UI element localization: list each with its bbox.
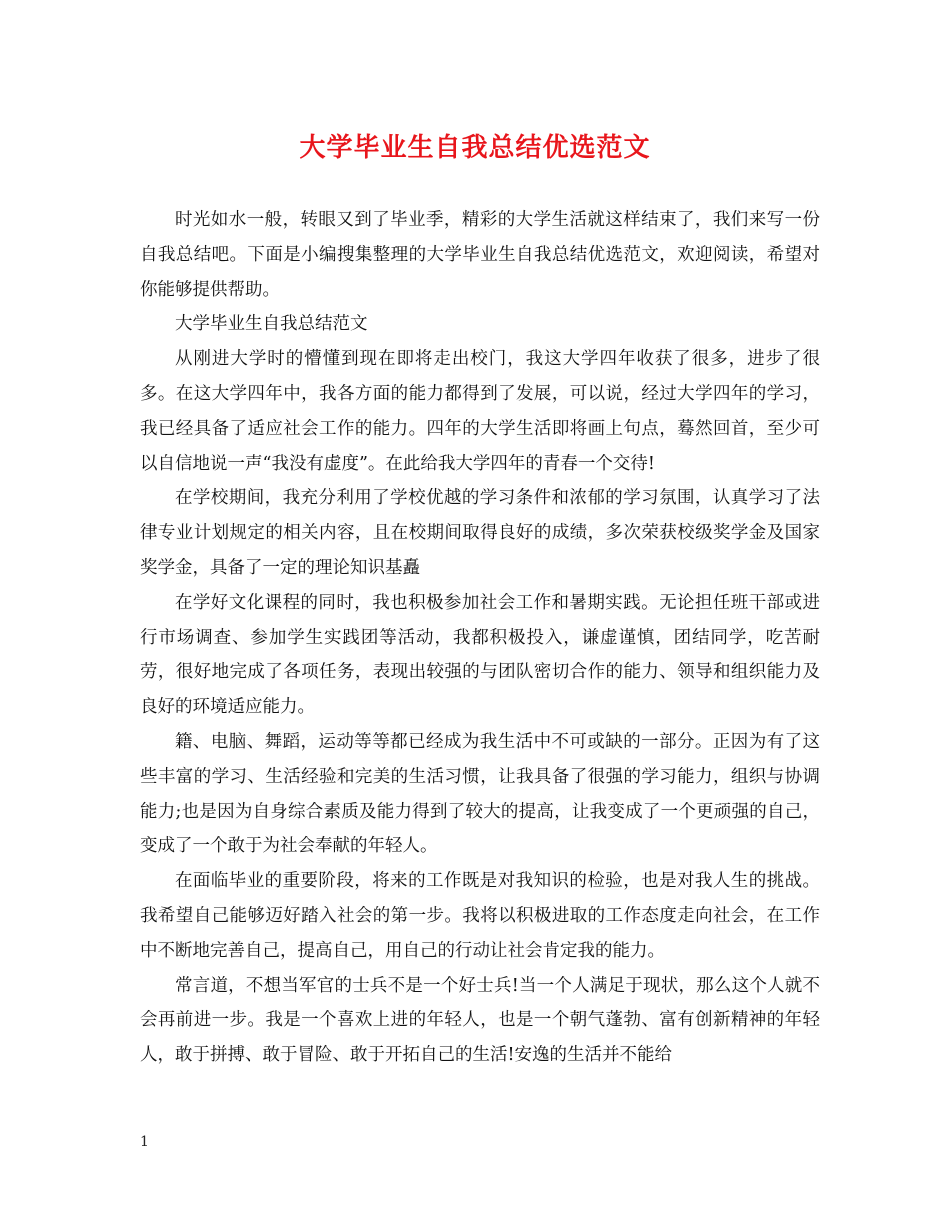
- paragraph: 常言道，不想当军官的士兵不是一个好士兵!当一个人满足于现状，那么这个人就不会再前进一步。我是一个喜欢上进的年轻人，也是一个朝气蓬勃、富有创新精神的年轻人，敢于拼搏、敢于冒险、敢于开拓自己的生活!安逸的生活并不能给: [140, 975, 820, 1066]
- document-title: 大学毕业生自我总结优选范文: [299, 133, 651, 163]
- paragraph-subheading: 大学毕业生自我总结范文: [175, 314, 368, 335]
- paragraph: 籍、电脑、舞蹈，运动等等都已经成为我生活中不可或缺的一部分。正因为有了这些丰富的学习、生活经验和完美的生活习惯，让我具备了很强的学习能力，组织与协调能力;也是因为自身综合素质及能力得到了较大的提高，让我变成了一个更顽强的自己，变成了一个敢于为社会奉献的年轻人。: [140, 731, 820, 857]
- paragraph: 在学校期间，我充分利用了学校优越的学习条件和浓郁的学习氛围，认真学习了法律专业计划规定的相关内容，且在校期间取得良好的成绩，多次荣获校级奖学金及国家奖学金，具备了一定的理论知识基矗: [140, 488, 820, 578]
- paragraph: 从刚进大学时的懵懂到现在即将走出校门，我这大学四年收获了很多，进步了很多。在这大学四年中，我各方面的能力都得到了发展，可以说，经过大学四年的学习，我已经具备了适应社会工作的能力。四年的大学生活即将画上句点，蓦然回首，至少可以自信地说一声“我没有虚度”。在此给我大学四年的青春一个交待!: [140, 349, 820, 474]
- document-body: [140, 203, 820, 1073]
- paragraph-intro: 时光如水一般，转眼又到了毕业季，精彩的大学生活就这样结束了，我们来写一份自我总结吧。下面是小编搜集整理的大学毕业生自我总结优选范文，欢迎阅读，希望对你能够提供帮助。: [140, 210, 820, 300]
- paragraph: 在学好文化课程的同时，我也积极参加社会工作和暑期实践。无论担任班干部或进行市场调查、参加学生实践团等活动，我都积极投入，谦虚谨慎，团结同学，吃苦耐劳，很好地完成了各项任务，表现出较强的与团队密切合作的能力、领导和组织能力及良好的环境适应能力。: [140, 592, 820, 718]
- paragraph: 在面临毕业的重要阶段，将来的工作既是对我知识的检验，也是对我人生的挑战。我希望自己能够迈好踏入社会的第一步。我将以积极进取的工作态度走向社会，在工作中不断地完善自己，提高自己，用自己的行动让社会肯定我的能力。: [140, 871, 820, 961]
- page-number: 1: [140, 1134, 149, 1150]
